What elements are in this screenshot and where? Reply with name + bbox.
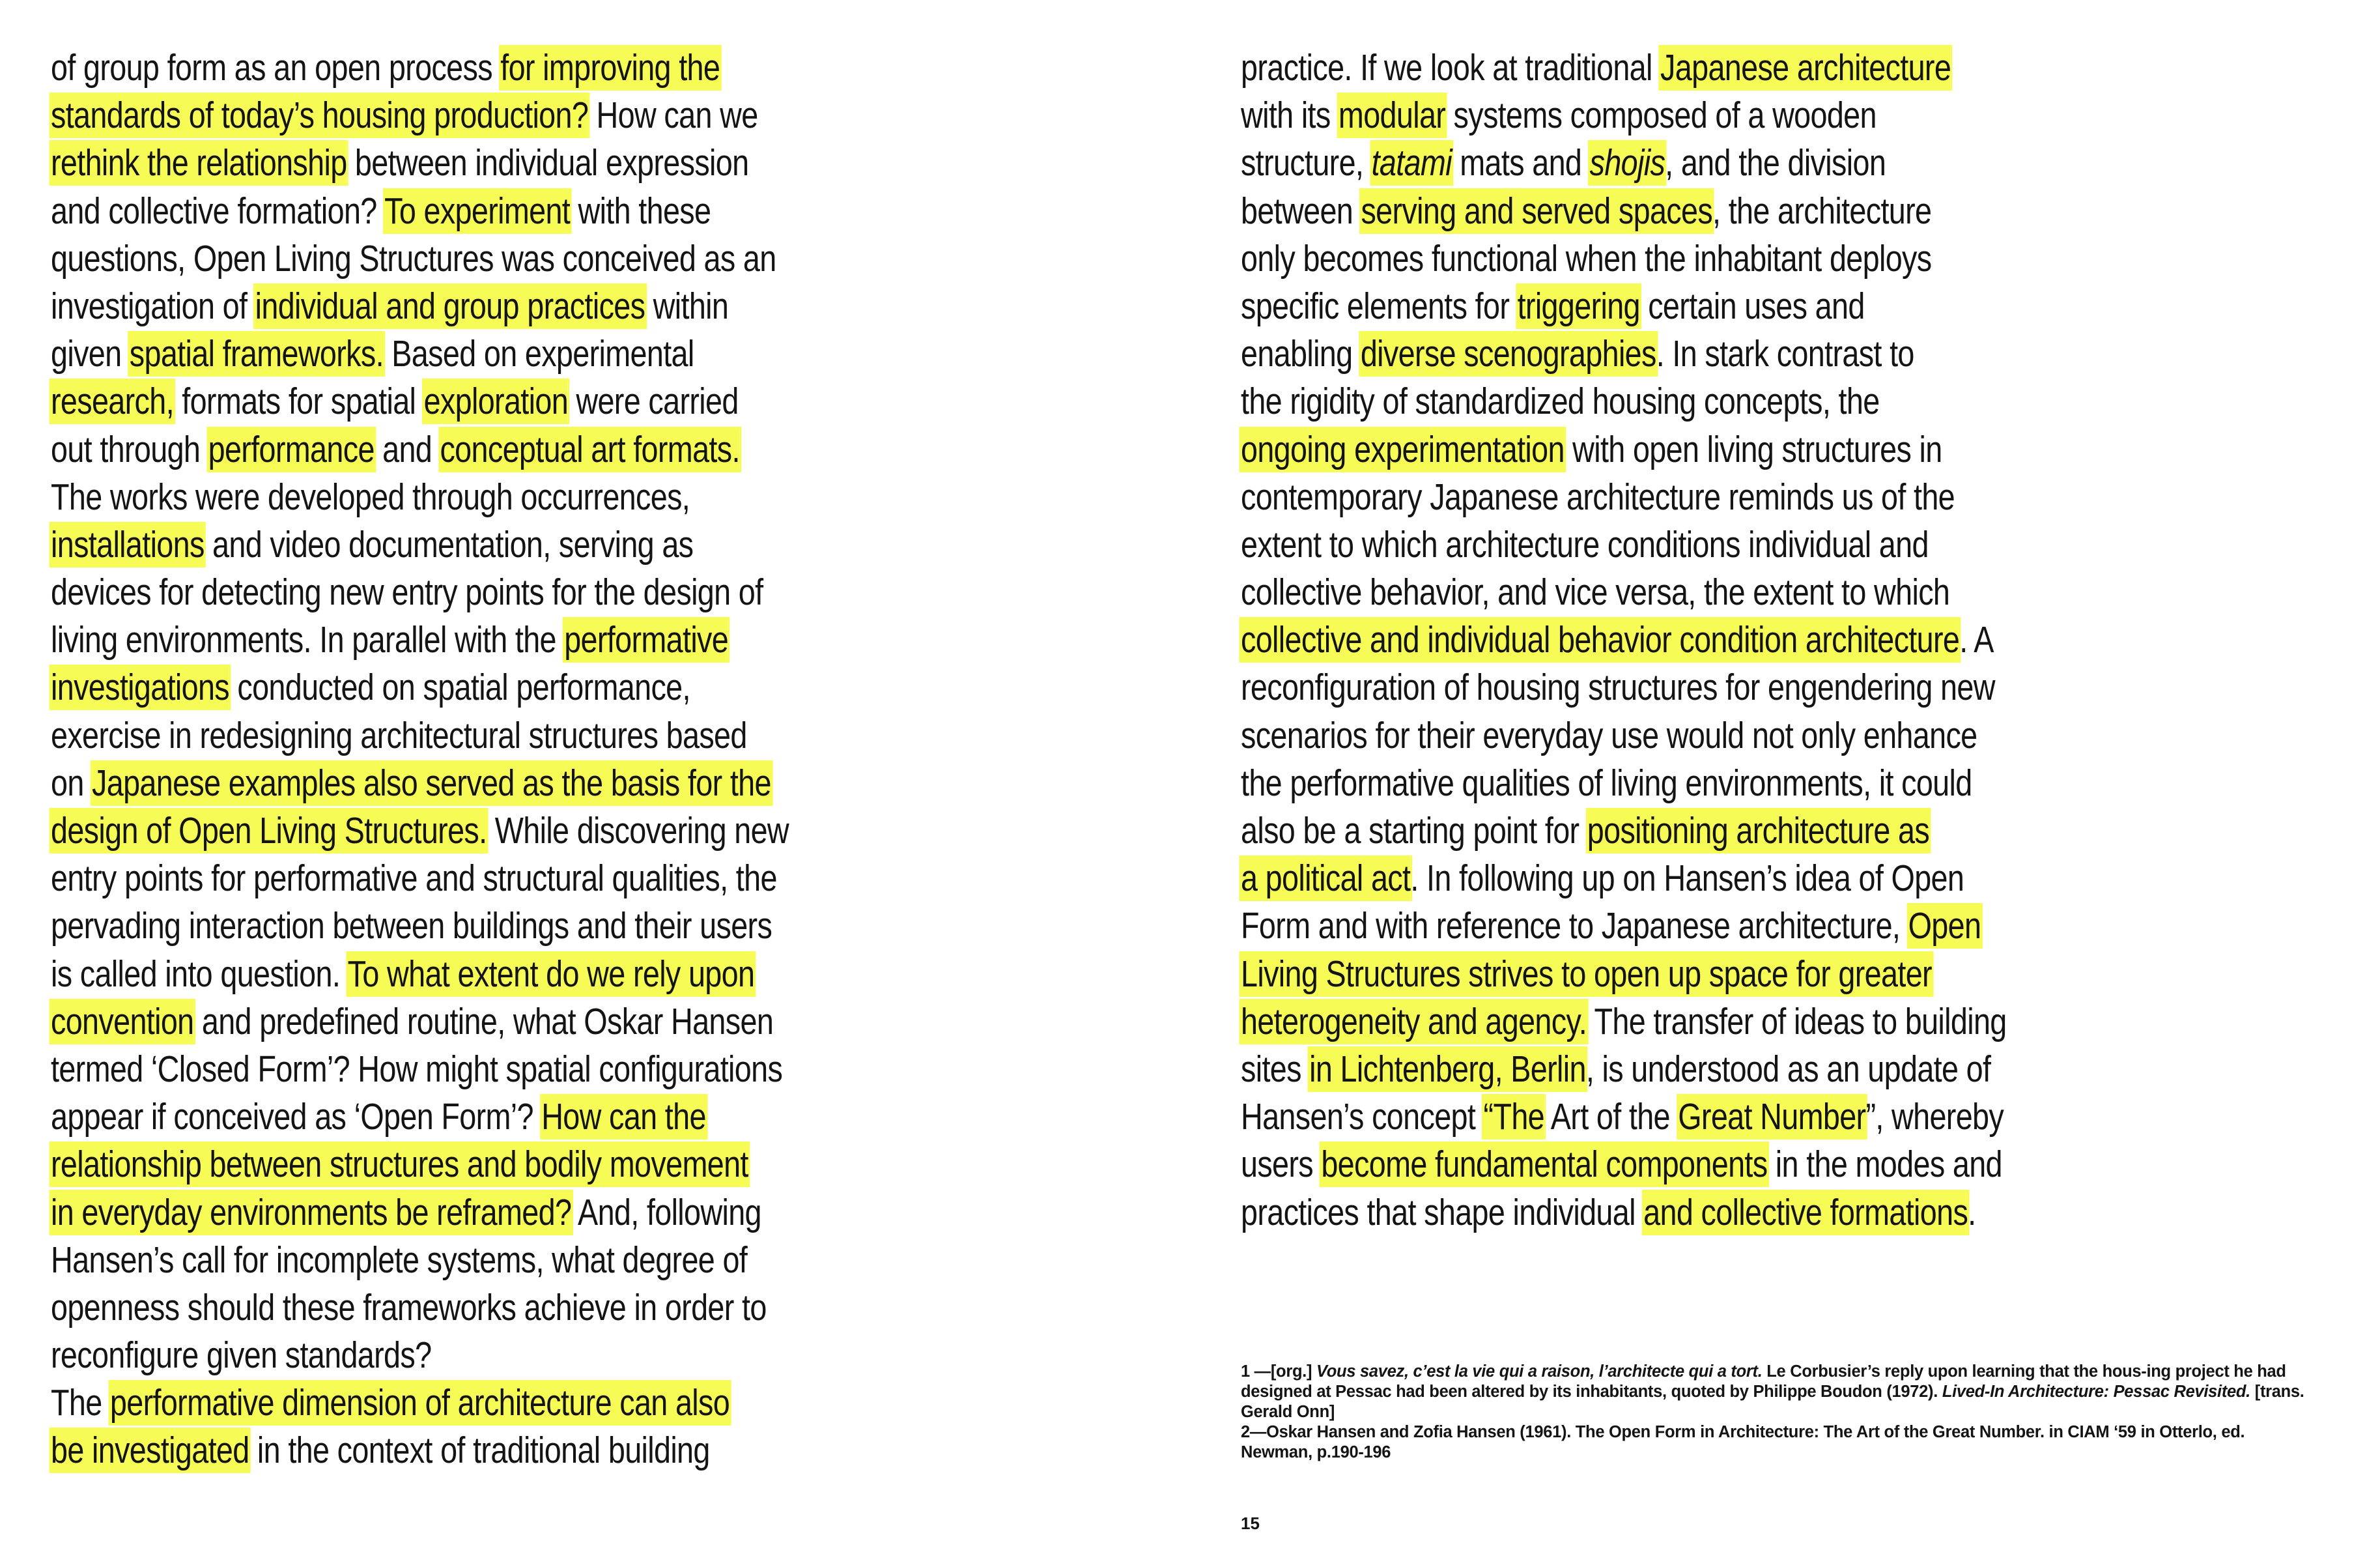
text-line: [51, 139, 1106, 187]
highlighted-text: tatami: [1371, 142, 1452, 184]
body-text: , is understood as an update of: [1585, 1048, 1991, 1090]
highlighted-text: spatial frameworks.: [129, 333, 384, 375]
text-line: [51, 1093, 1106, 1141]
body-text: The works were developed through occurrences,: [51, 476, 690, 518]
footnote-1-book-title: Lived-In Architecture: Pessac Revisited.: [1942, 1383, 2250, 1401]
highlighted-text: triggering: [1517, 285, 1640, 327]
body-text: formats for spatial: [173, 380, 424, 423]
text-line: [1241, 235, 2316, 283]
highlighted-text: exploration: [423, 380, 569, 423]
highlighted-text: Great Number: [1678, 1096, 1866, 1138]
body-text: reconfigure given standards?: [51, 1334, 432, 1377]
text-line: [51, 760, 1106, 807]
text-line: [51, 1332, 1106, 1379]
highlighted-text: standards of today’s housing production?: [51, 94, 589, 137]
highlighted-text: a political act: [1241, 857, 1411, 900]
text-line: [1241, 712, 2316, 760]
body-text: users: [1241, 1143, 1322, 1186]
body-text: openness should these frameworks achieve in order to: [51, 1286, 767, 1328]
body-text: devices for detecting new entry points for the design of: [51, 571, 763, 614]
body-text: Based on experimental: [383, 333, 694, 375]
body-text: While discovering new: [487, 810, 789, 852]
footnote-1-text: Le Corbusier’s reply upon learning that the hous-ing project he had designed at Pessac had been altered by its inhabitants, quoted by Philippe Boudon (1972).: [1241, 1362, 2286, 1401]
body-text: with open living structures in: [1564, 428, 1942, 470]
body-text: with its: [1241, 94, 1339, 137]
footnote-1-suffix: [trans. Gerald Onn]: [1241, 1383, 2304, 1421]
text-line: [1241, 283, 2316, 330]
footnote-2: 2—Oskar Hansen and Zofia Hansen (1961). The Open Form in Architecture: The Art of the Great Number. in CIAM ‘59 in Otterlo, ed. Newman, p.190-196: [1241, 1423, 2245, 1461]
text-line: [1241, 951, 2316, 998]
body-text: also be a starting point for: [1241, 810, 1587, 852]
text-line: [51, 1284, 1106, 1332]
text-line: [1241, 378, 2316, 425]
highlighted-text: installations: [51, 523, 205, 566]
highlighted-text: Japanese examples also served as the basis for the: [92, 762, 771, 804]
body-text: pervading interaction between buildings and their users: [51, 905, 772, 947]
highlighted-text: “The: [1483, 1096, 1545, 1138]
body-text: practices that shape individual: [1241, 1191, 1644, 1233]
body-text: The: [51, 1382, 110, 1424]
body-text: , the architecture: [1712, 190, 1932, 232]
body-text: living environments. In parallel with the: [51, 619, 565, 661]
text-line: [51, 616, 1106, 664]
body-text: between: [1241, 190, 1361, 232]
body-text: exercise in redesigning architectural structures based: [51, 714, 747, 756]
body-text: and video documentation, serving as: [204, 523, 694, 566]
text-line: [1241, 998, 2316, 1046]
highlighted-text: performative: [564, 619, 729, 661]
right-text-column: [1241, 44, 2316, 1237]
body-text: sites: [1241, 1048, 1310, 1090]
footnote-1-quote: Vous savez, c’est la vie qui a raison, l’architecte qui a tort.: [1316, 1362, 1763, 1381]
body-text: structure,: [1241, 142, 1372, 184]
text-line: [1241, 616, 2316, 664]
body-text: The transfer of ideas to building: [1587, 1000, 2007, 1042]
body-text: . In following up on Hansen’s idea of Open: [1410, 857, 1964, 900]
body-text: Form and with reference to Japanese architecture,: [1241, 905, 1908, 947]
text-line: [51, 998, 1106, 1046]
highlighted-text: How can the: [541, 1096, 706, 1138]
body-text: of group form as an open process: [51, 47, 501, 89]
text-line: [1241, 92, 2316, 139]
highlighted-text: design of Open Living Structures.: [51, 810, 487, 852]
text-line: [1241, 760, 2316, 807]
body-text: conducted on spatial performance,: [229, 667, 690, 709]
footnote-1: [1241, 1362, 2309, 1422]
highlighted-text: performance: [208, 428, 375, 470]
text-line: [51, 855, 1106, 902]
highlighted-text: shojis: [1589, 142, 1665, 184]
text-line: [51, 474, 1106, 521]
highlighted-text: individual and group practices: [255, 285, 645, 327]
text-line: [1241, 426, 2316, 474]
highlighted-text: investigations: [51, 667, 230, 709]
body-text: questions, Open Living Structures was conceived as an: [51, 237, 776, 280]
highlighted-text: modular: [1338, 94, 1446, 137]
text-line: [1241, 1189, 2316, 1237]
body-text: given: [51, 333, 130, 375]
text-line: [1241, 664, 2316, 711]
text-line: [51, 188, 1106, 235]
page-number: 15: [1241, 1514, 1260, 1533]
highlighted-text: Living Structures strives to open up space for greater: [1241, 953, 1932, 995]
highlighted-text: serving and served spaces: [1361, 190, 1713, 232]
highlighted-text: diverse scenographies: [1360, 333, 1656, 375]
text-line: [51, 1237, 1106, 1284]
text-line: [1241, 569, 2316, 616]
body-text: .: [1968, 1191, 1976, 1233]
text-line: [51, 330, 1106, 378]
body-text: appear if conceived as ‘Open Form’?: [51, 1096, 542, 1138]
highlighted-text: Open: [1908, 905, 1981, 947]
highlighted-text: and collective formations: [1643, 1191, 1968, 1233]
body-text: were carried: [568, 380, 739, 423]
text-line: [51, 378, 1106, 425]
body-text: between individual expression: [347, 142, 749, 184]
highlighted-text: Japanese architecture: [1660, 47, 1951, 89]
body-text: collective behavior, and vice versa, the extent to which: [1241, 571, 1950, 614]
text-line: [51, 1427, 1106, 1474]
text-line: [1241, 807, 2316, 855]
highlighted-text: convention: [51, 1000, 194, 1042]
text-line: [51, 521, 1106, 569]
body-text: with these: [570, 190, 711, 232]
highlighted-text: To what extent do we rely upon: [347, 953, 755, 995]
body-text: contemporary Japanese architecture reminds us of the: [1241, 476, 1955, 518]
body-text: , and the division: [1665, 142, 1886, 184]
highlighted-text: relationship between structures and bodily movement: [51, 1143, 748, 1186]
highlighted-text: ongoing experimentation: [1241, 428, 1565, 470]
text-line: [51, 1046, 1106, 1093]
text-line: [51, 1189, 1106, 1237]
body-text: . In stark contrast to: [1656, 333, 1914, 375]
body-text: mats and: [1451, 142, 1590, 184]
highlighted-text: conceptual art formats.: [440, 428, 740, 470]
text-line: [51, 1141, 1106, 1188]
text-line: [1241, 188, 2316, 235]
body-text: ”, whereby: [1865, 1096, 2004, 1138]
footnote-1-prefix: 1 —[org.]: [1241, 1362, 1316, 1381]
highlighted-text: be investigated: [51, 1429, 249, 1472]
body-text: And, following: [571, 1191, 761, 1233]
text-line: [51, 1379, 1106, 1427]
left-text-column: [51, 44, 1106, 1475]
body-text: reconfiguration of housing structures for engendering new: [1241, 667, 1995, 709]
highlighted-text: in everyday environments be reframed?: [51, 1191, 572, 1233]
text-line: [51, 712, 1106, 760]
footnotes: [1241, 1362, 2309, 1463]
text-line: [51, 44, 1106, 92]
body-text: How can we: [588, 94, 758, 137]
highlighted-text: for improving the: [500, 47, 720, 89]
highlighted-text: collective and individual behavior condition architecture: [1241, 619, 1960, 661]
highlighted-text: To experiment: [384, 190, 571, 232]
text-line: [51, 664, 1106, 711]
body-text: scenarios for their everyday use would not only enhance: [1241, 714, 1977, 756]
highlighted-text: research,: [51, 380, 174, 423]
text-line: [51, 283, 1106, 330]
body-text: within: [645, 285, 729, 327]
body-text: out through: [51, 428, 208, 470]
body-text: extent to which architecture conditions individual and: [1241, 523, 1929, 566]
highlighted-text: positioning architecture as: [1587, 810, 1930, 852]
body-text: only becomes functional when the inhabitant deploys: [1241, 237, 1932, 280]
body-text: and collective formation?: [51, 190, 385, 232]
body-text: termed ‘Closed Form’? How might spatial configurations: [51, 1048, 783, 1090]
text-line: [51, 92, 1106, 139]
text-line: [51, 426, 1106, 474]
highlighted-text: rethink the relationship: [51, 142, 347, 184]
body-text: Art of the: [1544, 1096, 1679, 1138]
body-text: entry points for performative and structural qualities, the: [51, 857, 777, 900]
text-line: [1241, 474, 2316, 521]
body-text: specific elements for: [1241, 285, 1518, 327]
text-line: [1241, 1093, 2316, 1141]
body-text: Hansen’s concept: [1241, 1096, 1484, 1138]
body-text: the rigidity of standardized housing concepts, the: [1241, 380, 1880, 423]
body-text: certain uses and: [1639, 285, 1865, 327]
body-text: and: [374, 428, 440, 470]
body-text: in the context of traditional building: [249, 1429, 710, 1472]
text-line: [1241, 855, 2316, 902]
text-line: [1241, 1046, 2316, 1093]
text-line: [1241, 330, 2316, 378]
text-line: [51, 235, 1106, 283]
body-text: systems composed of a wooden: [1445, 94, 1877, 137]
body-text: . A: [1959, 619, 1994, 661]
text-line: [51, 569, 1106, 616]
body-text: in the modes and: [1767, 1143, 2002, 1186]
text-line: [1241, 521, 2316, 569]
body-text: the performative qualities of living environments, it could: [1241, 762, 1972, 804]
text-line: [1241, 1141, 2316, 1188]
highlighted-text: become fundamental components: [1321, 1143, 1768, 1186]
text-line: [51, 902, 1106, 950]
text-line: [51, 807, 1106, 855]
text-line: [1241, 44, 2316, 92]
highlighted-text: performative dimension of architecture can also: [109, 1382, 730, 1424]
highlighted-text: in Lichtenberg, Berlin: [1309, 1048, 1586, 1090]
text-line: [51, 951, 1106, 998]
body-text: Hansen’s call for incomplete systems, what degree of: [51, 1239, 748, 1281]
highlighted-text: heterogeneity and agency.: [1241, 1000, 1587, 1042]
text-line: [1241, 902, 2316, 950]
body-text: on: [51, 762, 92, 804]
text-line: [1241, 139, 2316, 187]
body-text: enabling: [1241, 333, 1361, 375]
body-text: practice. If we look at traditional: [1241, 47, 1661, 89]
body-text: and predefined routine, what Oskar Hansen: [193, 1000, 774, 1042]
body-text: investigation of: [51, 285, 255, 327]
body-text: is called into question.: [51, 953, 348, 995]
